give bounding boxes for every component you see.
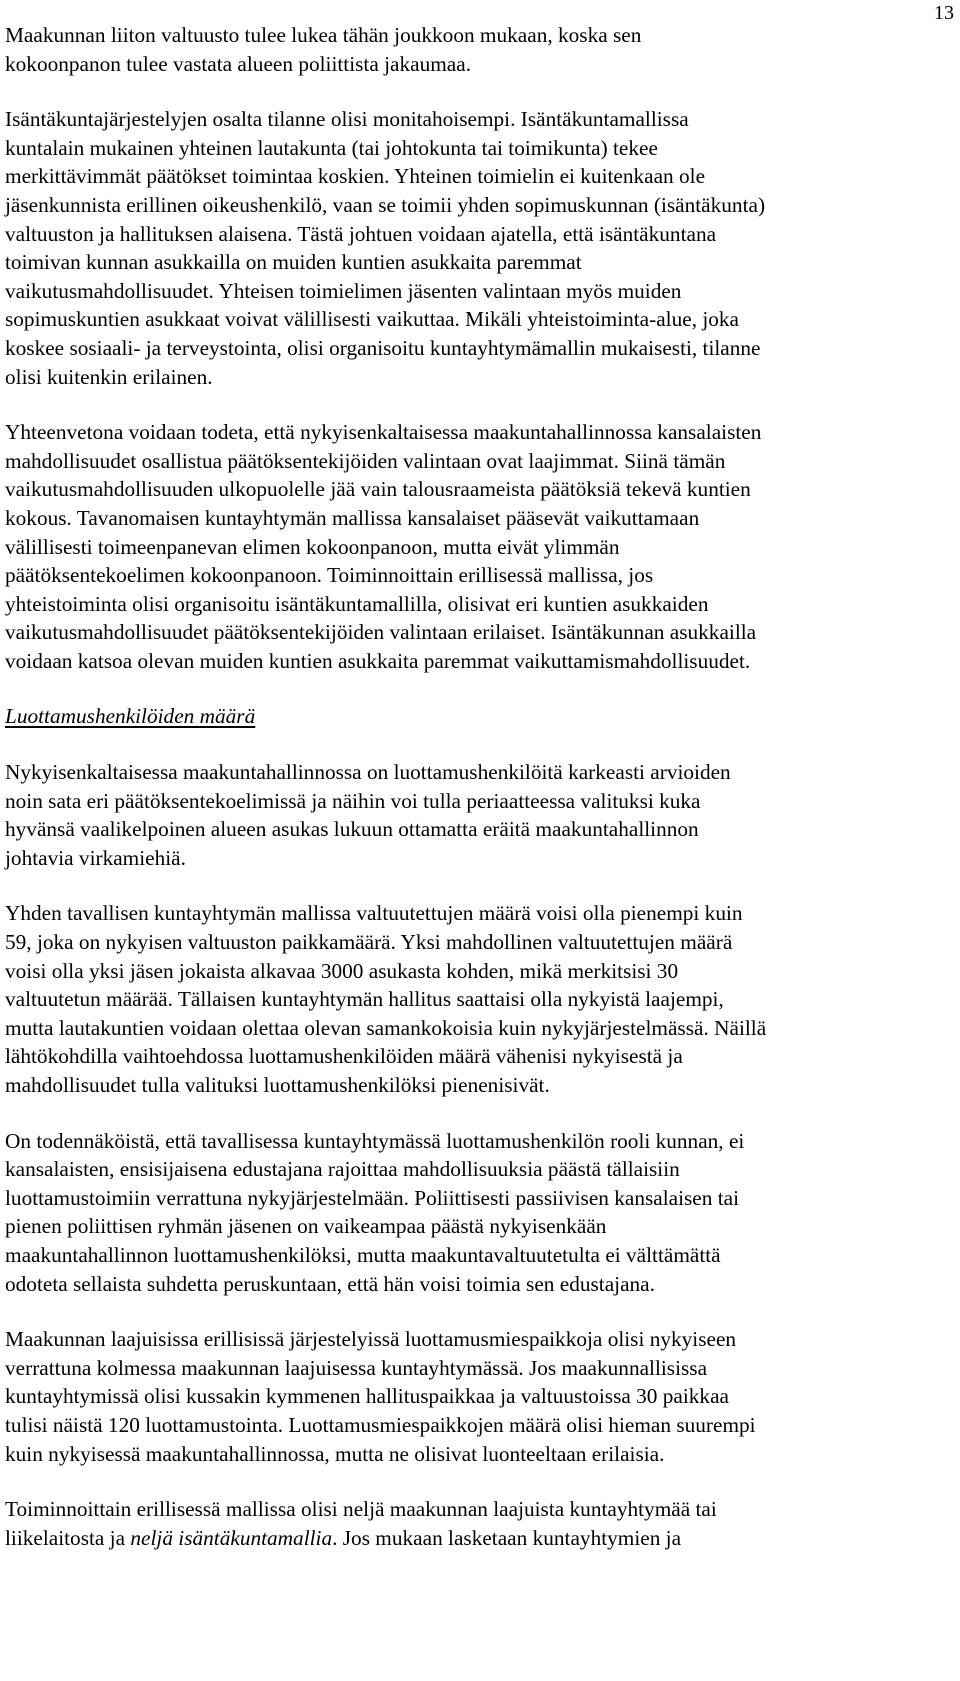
italic-phrase: neljä isäntäkuntamallia: [130, 1525, 333, 1550]
paragraph-toiminnoittain: [5, 1495, 893, 1552]
paragraph-kuntayhtyman-malli: Yhden tavallisen kuntayhtymän mallissa valtuutettujen määrä voisi olla pienempi kuin 59, joka on nykyisen valtuuston paikkamäärä. Yksi mahdollinen valtuutettujen määrä voisi olla yksi jäsen jokaista alkavaa 3000 asukasta kohden, mikä merkitsisi 30 valtuutetun määrää. Tällaisen kuntayhtymän hallitus saattaisi olla nykyistä laajempi, mutta lautakuntien voidaan olettaa olevan samankokoisia kuin nykyjärjestelmässä. Näillä lähtökohdilla vaihtoehdossa luottamushenkilöiden määrä vähenisi nykyisestä ja mahdollisuudet tulla valituksi luottamushenkilöksi pienenisivät.: [5, 901, 767, 1097]
paragraph-todennakoista: On todennäköistä, että tavallisessa kuntayhtymässä luottamushenkilön rooli kunnan, ei kansalaisten, ensisijaisena edustajana rajoittaa mahdollisuuksia päästä tällaisiin luottamustoimiin verrattuna nykyjärjestelmään. Poliittisesti passiivisen kansalaisen tai pienen poliittisen ryhmän jäsenen on vaikeampaa päästä nykyisenkään maakuntahallinnon luottamushenkilöksi, mutta maakuntavaltuutetulta ei välttämättä odoteta sellaista suhdetta peruskuntaan, että hän voisi toimia sen edustajana.: [5, 1128, 745, 1296]
paragraph-isantakuntajarjestelyt: Isäntäkuntajärjestelyjen osalta tilanne olisi monitahoisempi. Isäntäkuntamallissa kuntalain mukainen yhteinen lautakunta (tai johtokunta tai toimikunta) tekee merkittävimmät päätökset toimintaa koskien. Yhteinen toimielin ei kuitenkaan ole jäsenkunnista erillinen oikeushenkilö, vaan se toimii yhden sopimuskunnan (isäntäkunta) valtuuston ja hallituksen alaisena. Tästä johtuen voidaan ajatella, että isäntäkuntana toimivan kunnan asukkailla on muiden kuntien asukkaita paremmat vaikutusmahdollisuudet. Yhteisen toimielimen jäsenten valintaan myös muiden sopimuskuntien asukkaat voivat välillisesti vaikuttaa. Mikäli yhteistoiminta-alue, joka koskee sosiaali- ja terveystointa, olisi organisoitu kuntayhtymämallin mukaisesti, tilanne olisi kuitenkin erilainen.: [5, 107, 766, 389]
section-heading-luottamushenkiloiden-maara: Luottamushenkilöiden määrä: [5, 704, 256, 729]
paragraph-nykyisenkaltainen: Nykyisenkaltaisessa maakuntahallinnossa on luottamushenkilöitä karkeasti arvioiden noin sata eri päätöksentekoelimissä ja näihin voi tulla periaatteessa valituksi kuka hyvänsä vaalikelpoinen alueen asukas lukuun ottamatta eräitä maakuntahallinnon johtavia virkamiehiä.: [5, 760, 731, 870]
paragraph-yhteenveto: Yhteenvetona voidaan todeta, että nykyisenkaltaisessa maakuntahallinnossa kansalaisten mahdollisuudet osallistua päätöksentekijöiden valintaan ovat laajimmat. Siinä tämän vaikutusmahdollisuuden ulkopuolelle jää vain talousraameista päätöksiä tekevä kuntien kokous. Tavanomaisen kuntayhtymän mallissa kansalaiset pääsevät vaikuttamaan välillisesti toimeenpanevan elimen kokoonpanoon, mutta eivät ylimmän päätöksentekoelimen kokoonpanoon. Toiminnoittain erillisessä mallissa, jos yhteistoiminta olisi organisoitu isäntäkuntamallilla, olisivat eri kuntien asukkaiden vaikutusmahdollisuudet päätöksentekijöiden valintaan erilaiset. Isäntäkunnan asukkailla voidaan katsoa olevan muiden kuntien asukkaita paremmat vaikuttamismahdollisuudet.: [5, 420, 762, 673]
paragraph-maakunnan-laajuiset: Maakunnan laajuisissa erillisissä järjestelyissä luottamusmiespaikkoja olisi nykyiseen verrattuna kolmessa maakunnan laajuisessa kuntayhtymässä. Jos maakunnallisissa kuntayhtymissä olisi kussakin kymmenen hallituspaikkaa ja valtuustoissa 30 paikkaa tulisi näistä 120 luottamustointa. Luottamusmiespaikkojen määrä olisi hieman suurempi kuin nykyisessä maakuntahallinnossa, mutta ne olisivat luonteeltaan erilaisia.: [5, 1327, 756, 1466]
paragraph-text-part: . Jos mukaan lasketaan kuntayhtymien ja: [332, 1525, 682, 1550]
page-number: 13: [934, 2, 954, 24]
paragraph-maakunnan-liitto: Maakunnan liiton valtuusto tulee lukea tähän joukkoon mukaan, koska sen kokoonpanon tulee vastata alueen poliittista jakaumaa.: [5, 23, 642, 76]
paragraph-text-part: Toiminnoittain erillisessä mallissa olisi neljä maakunnan laajuista kuntayhtymää tai liikelaitosta ja: [5, 1497, 717, 1550]
document-body: [5, 21, 893, 1579]
